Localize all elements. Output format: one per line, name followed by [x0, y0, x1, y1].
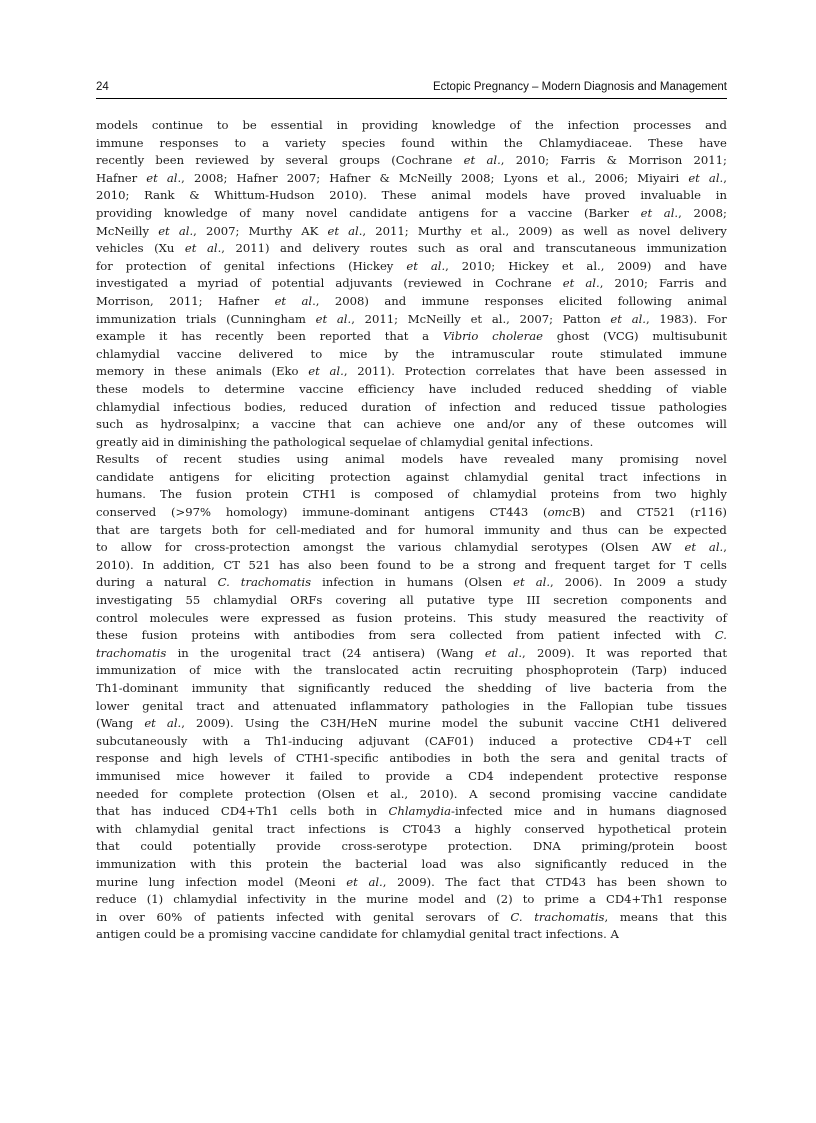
text-line: in over 60% of patients infected with genital serovars of C. trachomatis, means that this — [96, 909, 727, 924]
text-line: to allow for cross-protection amongst the various chlamydial serotypes (Olsen AW et al., — [96, 540, 727, 555]
text-line: vehicles (Xu et al., 2011) and delivery routes such as oral and transcutaneous immunization — [96, 241, 727, 256]
text-line: memory in these animals (Eko et al., 2011). Protection correlates that have been assessed in — [96, 364, 727, 379]
text-line: Morrison, 2011; Hafner et al., 2008) and immune responses elicited following animal — [96, 293, 727, 308]
text-line: investigated a myriad of potential adjuvants (reviewed in Cochrane et al., 2010; Farris and — [96, 276, 727, 291]
text-line: candidate antigens for eliciting protection against chlamydial genital tract infections in — [96, 469, 727, 484]
text-line: that has induced CD4+Th1 cells both in Chlamydia-infected mice and in humans diagnosed — [96, 804, 727, 819]
text-line: conserved (>97% homology) immune-dominant antigens CT443 (omcB) and CT521 (r116) — [96, 505, 727, 520]
text-line: reduce (1) chlamydial infectivity in the murine model and (2) to prime a CD4+Th1 response — [96, 892, 727, 907]
text-line: models continue to be essential in providing knowledge of the infection processes and — [96, 118, 727, 132]
paragraph — [96, 117, 727, 451]
text-line: Hafner et al., 2008; Hafner 2007; Hafner & McNeilly 2008; Lyons et al., 2006; Miyairi et al., — [96, 170, 727, 185]
text-line: immunization with this protein the bacterial load was also significantly reduced in the — [96, 856, 727, 871]
text-line: that could potentially provide cross-serotype protection. DNA priming/protein boost — [96, 839, 727, 854]
text-line: McNeilly et al., 2007; Murthy AK et al., 2011; Murthy et al., 2009) as well as novel delivery — [96, 223, 727, 238]
text-line: that are targets both for cell-mediated and for humoral immunity and thus can be expected — [96, 522, 727, 537]
text-line: immunization trials (Cunningham et al., 2011; McNeilly et al., 2007; Patton et al., 1983). For — [96, 311, 727, 326]
text-line: trachomatis in the urogenital tract (24 antisera) (Wang et al., 2009). It was reported that — [96, 645, 727, 660]
running-title: Ectopic Pregnancy – Modern Diagnosis and Management — [432, 81, 727, 93]
text-line: Th1-dominant immunity that significantly reduced the shedding of live bacteria from the — [96, 681, 727, 695]
text-line: chlamydial vaccine delivered to mice by the intramuscular route stimulated immune — [96, 346, 727, 361]
text-line: during a natural C. trachomatis infection in humans (Olsen et al., 2006). In 2009 a study — [96, 575, 727, 590]
text-line: immunised mice however it failed to provide a CD4 independent protective response — [96, 768, 727, 783]
text-line: these models to determine vaccine efficiency have included reduced shedding of viable — [96, 381, 727, 396]
text-line: these fusion proteins with antibodies from sera collected from patient infected with C. — [96, 628, 727, 643]
text-line: with chlamydial genital tract infections is CT043 a highly conserved hypothetical protein — [96, 821, 727, 836]
running-header — [96, 80, 727, 99]
text-line: murine lung infection model (Meoni et al., 2009). The fact that CTD43 has been shown to — [96, 874, 727, 889]
text-line: (Wang et al., 2009). Using the C3H/HeN murine model the subunit vaccine CtH1 delivered — [96, 716, 727, 731]
text-line: providing knowledge of many novel candidate antigens for a vaccine (Barker et al., 2008; — [96, 205, 727, 220]
text-line: subcutaneously with a Th1-inducing adjuvant (CAF01) induced a protective CD4+T cell — [96, 733, 727, 748]
text-line: response and high levels of CTH1-specific antibodies in both the sera and genital tracts of — [96, 751, 727, 766]
text-line: humans. The fusion protein CTH1 is composed of chlamydial proteins from two highly — [96, 487, 727, 502]
text-line: control molecules were expressed as fusion proteins. This study measured the reactivity of — [96, 610, 727, 625]
text-line: 2010). In addition, CT 521 has also been found to be a strong and frequent target for T cells — [96, 557, 727, 572]
text-line: 2010; Rank & Whittum-Hudson 2010). These animal models have proved invaluable in — [96, 188, 727, 203]
text-line: for protection of genital infections (Hickey et al., 2010; Hickey et al., 2009) and have — [96, 258, 727, 273]
text-line: antigen could be a promising vaccine candidate for chlamydial genital tract infections. A — [96, 927, 619, 942]
text-line: needed for complete protection (Olsen et al., 2010). A second promising vaccine candidate — [96, 786, 727, 801]
text-line: investigating 55 chlamydial ORFs covering all putative type III secretion components and — [96, 593, 727, 608]
text-line: chlamydial infectious bodies, reduced duration of infection and reduced tissue pathologies — [96, 399, 727, 414]
text-line: Results of recent studies using animal models have revealed many promising novel — [96, 452, 727, 467]
page-number: 24 — [96, 81, 109, 93]
text-line: immunization of mice with the translocated actin recruiting phosphoprotein (Tarp) induced — [96, 663, 727, 678]
text-line: example it has recently been reported that a Vibrio cholerae ghost (VCG) multisubunit — [96, 329, 727, 344]
text-line: recently been reviewed by several groups (Cochrane et al., 2010; Farris & Morrison 2011; — [96, 153, 727, 168]
text-line: immune responses to a variety species found within the Chlamydiaceae. These have — [96, 135, 727, 150]
text-line: greatly aid in diminishing the pathological sequelae of chlamydial genital infections. — [96, 434, 594, 449]
text-line: lower genital tract and attenuated inflammatory pathologies in the Fallopian tube tissues — [96, 698, 727, 713]
text-line: such as hydrosalpinx; a vaccine that can achieve one and/or any of these outcomes will — [96, 417, 727, 432]
body-text — [96, 117, 727, 944]
paragraph — [96, 451, 727, 944]
